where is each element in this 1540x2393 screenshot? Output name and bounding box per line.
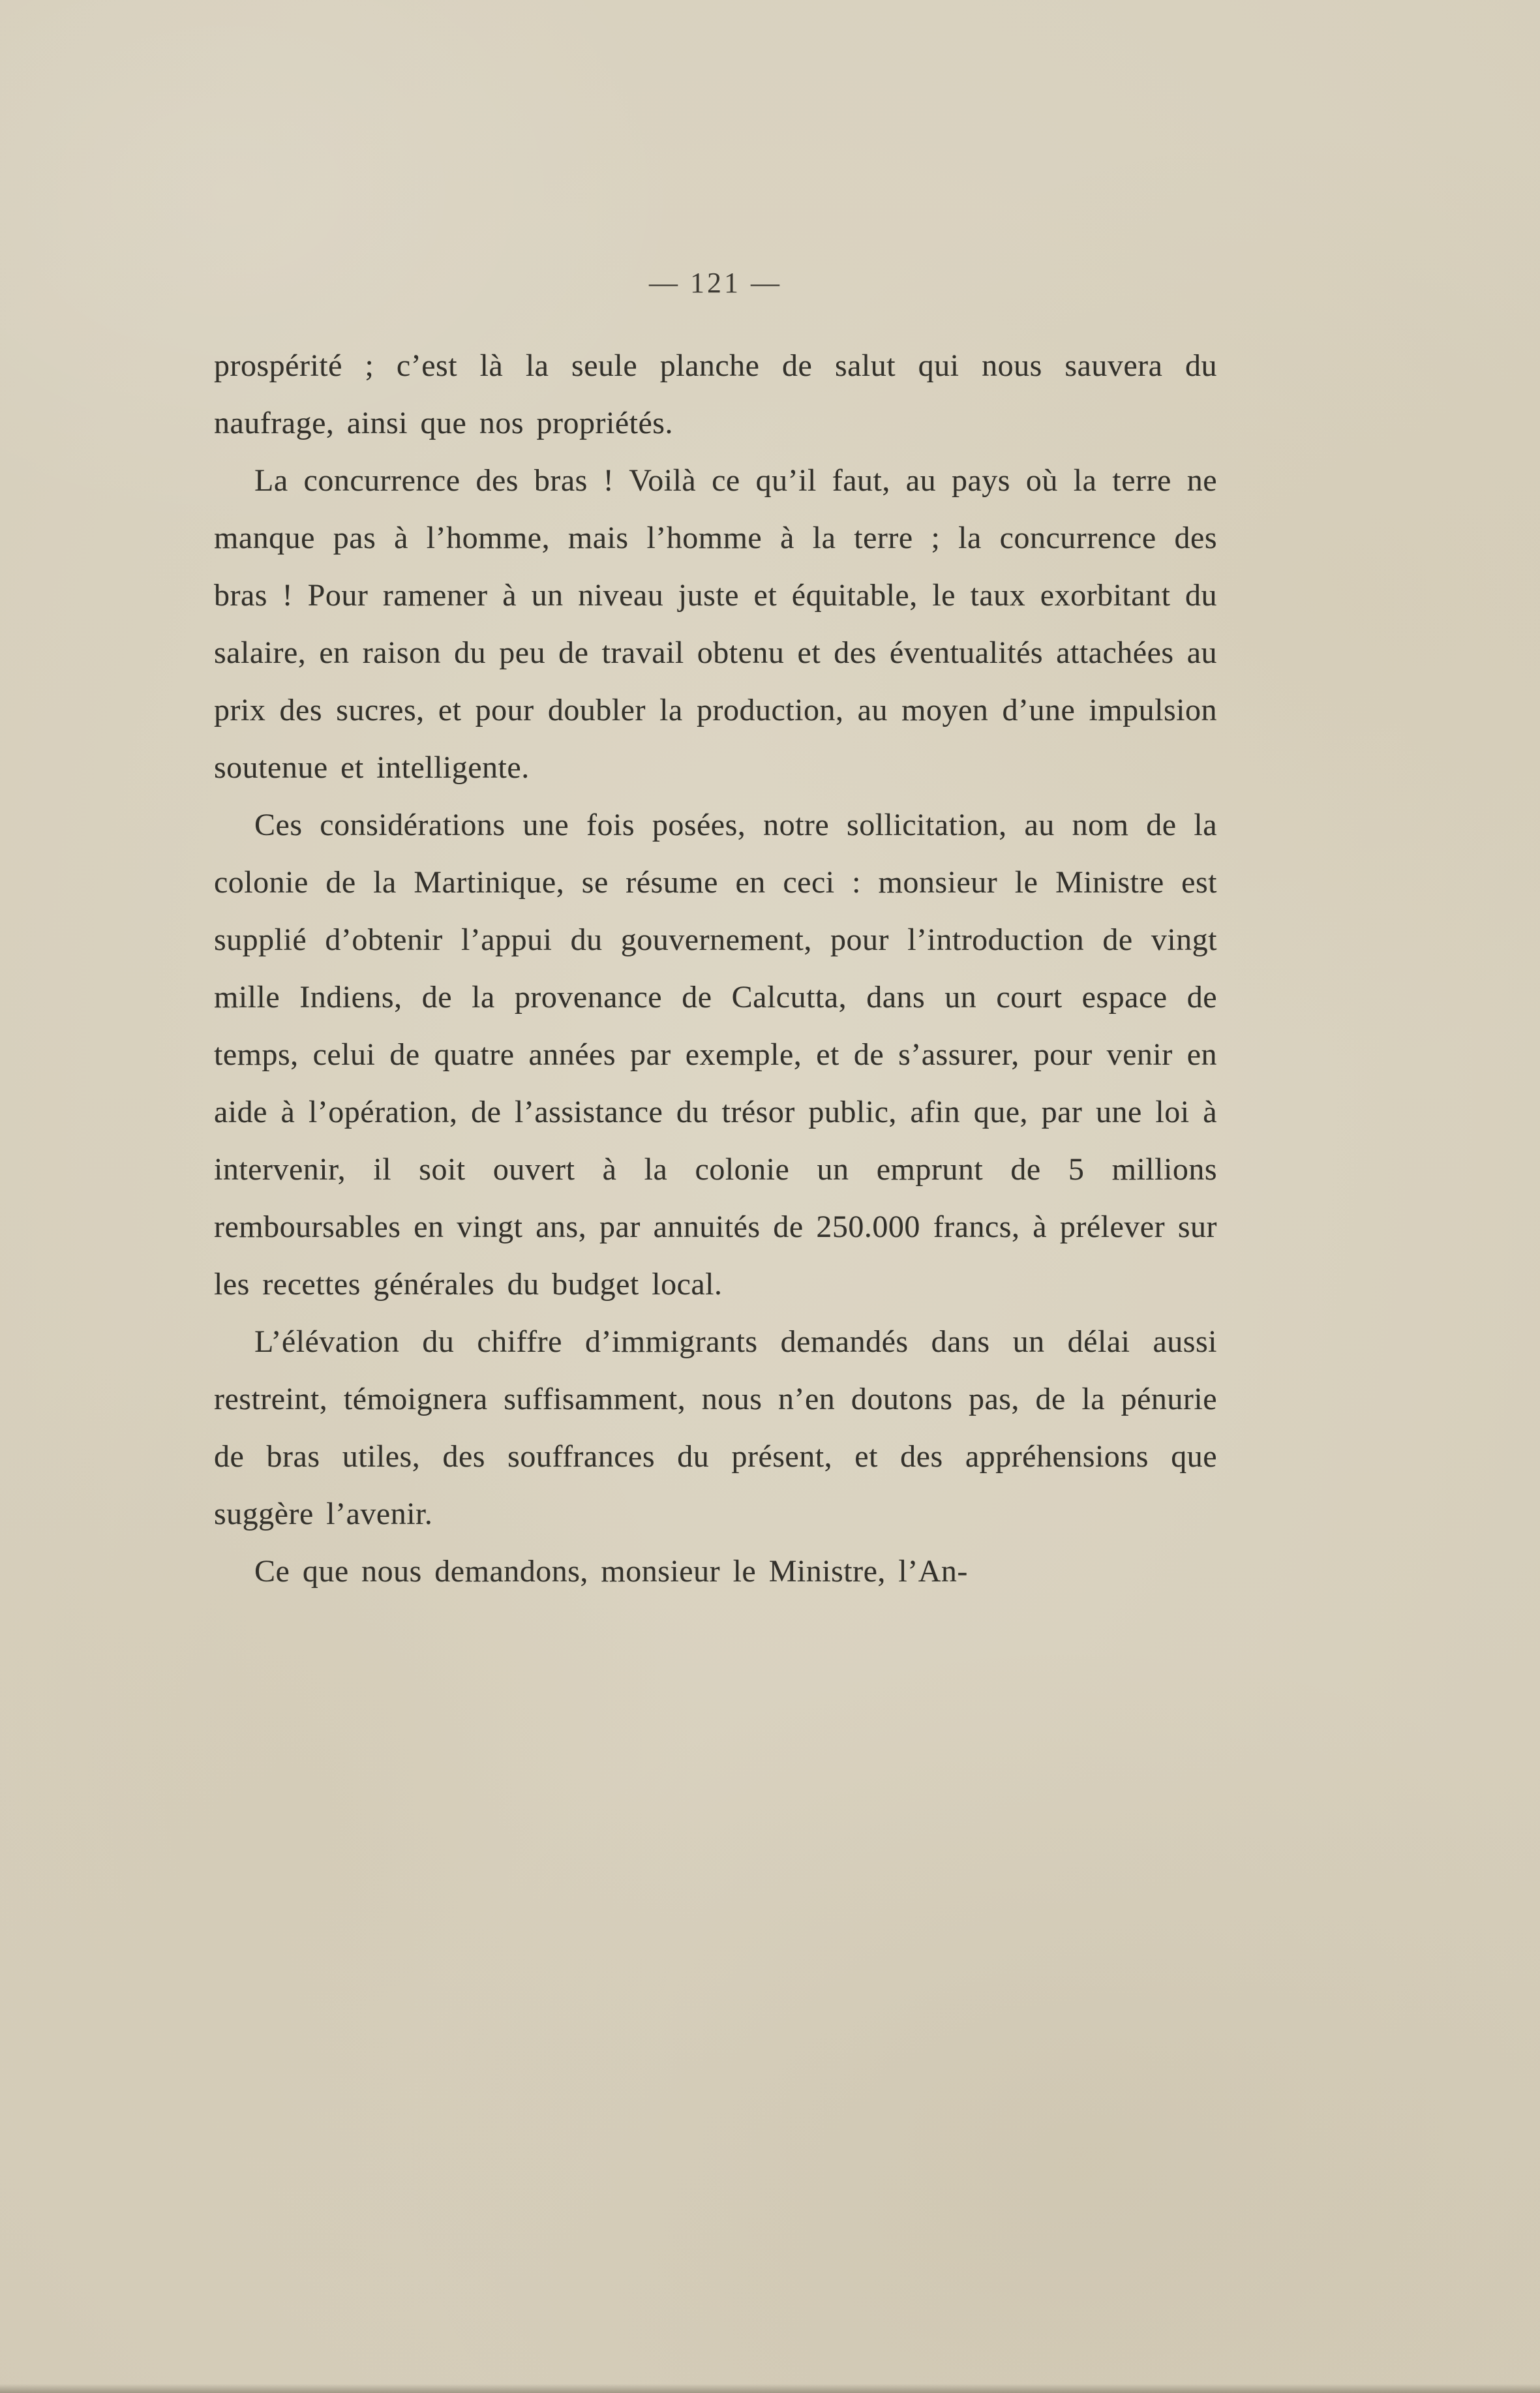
page-number: — 121 — [649, 267, 782, 299]
paragraph: La concurrence des bras ! Voilà ce qu’il faut, au pays où la terre ne manque pas à l’homme, mais l’homme à la terre ; la concurrence des bras ! Pour ramener à un niveau juste et équitable, le taux exorbitant du salaire, en raison du peu de travail obtenu et des éventualités attachées au prix des sucres, et pour doubler la production, au moyen d’une impulsion soutenue et intelligente. [214, 463, 1217, 785]
paragraph: L’élévation du chiffre d’immigrants demandés dans un délai aussi restreint, témoignera suffisamment, nous n’en doutons pas, de la pénurie de bras utiles, des souffrances du présent, et des appréhensions que suggère l’avenir. [214, 1324, 1217, 1531]
paragraph: Ces considérations une fois posées, notre sollicitation, au nom de la colonie de la Martinique, se résume en ceci : monsieur le Ministre est supplié d’obtenir l’appui du gouvernement, pour l’introduction de vingt mille Indiens, de la provenance de Calcutta, dans un court espace de temps, celui de quatre années par exemple, et de s’assurer, pour venir en aide à l’opération, de l’assistance du trésor public, afin que, par une loi à intervenir, il soit ouvert à la colonie un emprunt de 5 millions remboursables en vingt ans, par annuités de 250.000 francs, à prélever sur les recettes générales du budget local. [214, 808, 1217, 1302]
paragraph: prospérité ; c’est là la seule planche de salut qui nous sauvera du naufrage, ainsi que nos propriétés. [214, 348, 1217, 440]
paragraph: Ce que nous demandons, monsieur le Ministre, l’An- [254, 1554, 968, 1589]
text-block [214, 266, 1217, 1600]
body-text [214, 337, 1217, 1600]
